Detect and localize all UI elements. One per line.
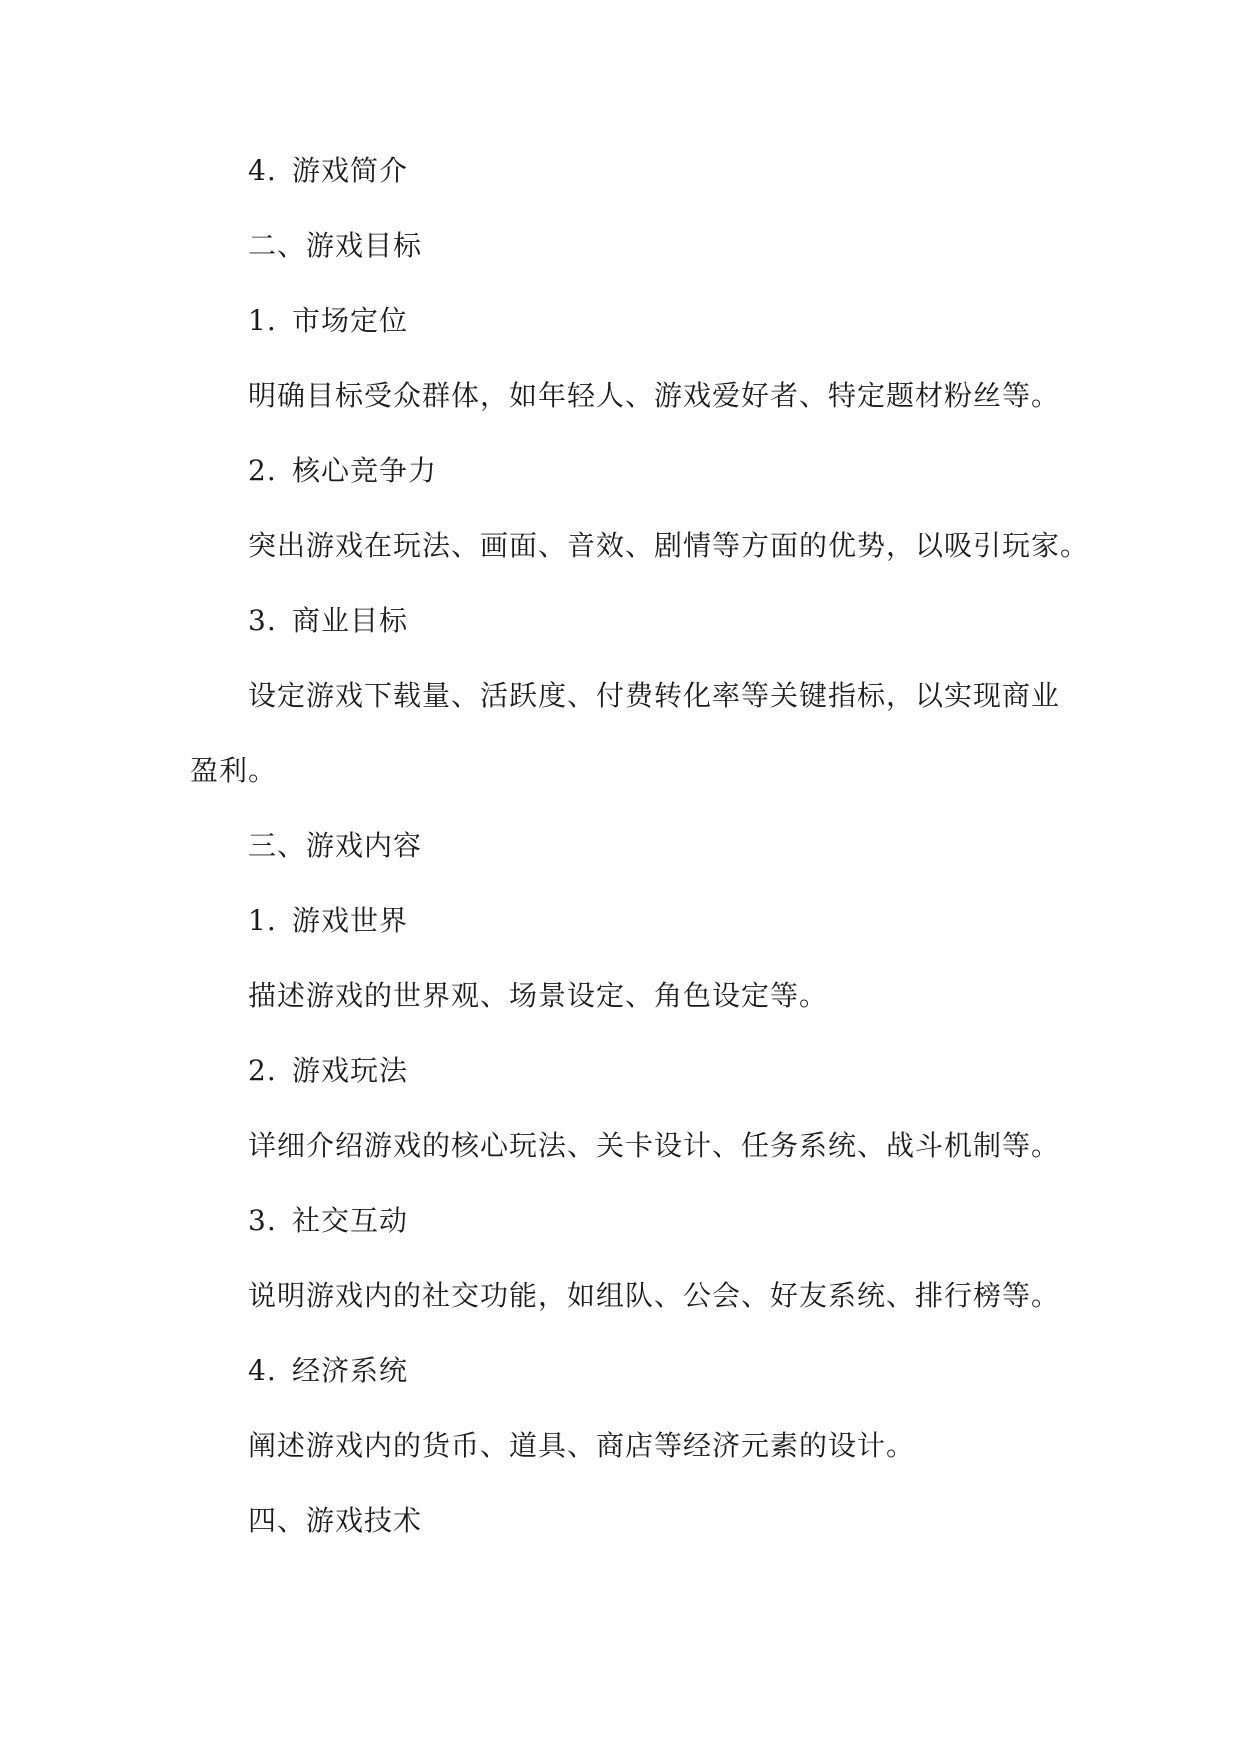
paragraph: 设定游戏下载量、活跃度、付费转化率等关键指标，以实现商业 xyxy=(248,679,1061,712)
list-item-heading xyxy=(248,153,408,189)
list-number: 4. xyxy=(248,154,277,187)
list-item-heading xyxy=(248,1353,408,1389)
paragraph: 突出游戏在玩法、画面、音效、剧情等方面的优势，以吸引玩家。 xyxy=(248,529,1090,562)
list-number: 3. xyxy=(248,604,277,637)
list-number: 4. xyxy=(248,1354,277,1387)
list-number: 2. xyxy=(248,1054,277,1087)
heading-text: 游戏简介 xyxy=(292,154,409,187)
heading-text: 市场定位 xyxy=(292,304,409,337)
list-number: 3. xyxy=(248,1204,277,1237)
list-number: 2. xyxy=(248,454,277,487)
heading-text: 经济系统 xyxy=(292,1354,409,1387)
list-item-heading xyxy=(248,453,437,489)
paragraph: 说明游戏内的社交功能，如组队、公会、好友系统、排行榜等。 xyxy=(248,1279,1061,1312)
list-item-heading xyxy=(248,303,408,339)
paragraph: 明确目标受众群体，如年轻人、游戏爱好者、特定题材粉丝等。 xyxy=(248,379,1061,412)
paragraph: 详细介绍游戏的核心玩法、关卡设计、任务系统、战斗机制等。 xyxy=(248,1129,1061,1162)
list-item-heading xyxy=(248,903,408,939)
heading-text: 商业目标 xyxy=(292,604,409,637)
paragraph: 描述游戏的世界观、场景设定、角色设定等。 xyxy=(248,979,829,1012)
heading-text: 游戏玩法 xyxy=(292,1054,409,1087)
heading-text: 核心竞争力 xyxy=(292,454,438,487)
list-item-heading xyxy=(248,1053,408,1089)
heading-text: 社交互动 xyxy=(292,1204,409,1237)
list-number: 1. xyxy=(248,904,277,937)
paragraph-continuation: 盈利。 xyxy=(190,754,278,787)
list-item-heading xyxy=(248,1203,408,1239)
list-number: 1. xyxy=(248,304,277,337)
paragraph: 阐述游戏内的货币、道具、商店等经济元素的设计。 xyxy=(248,1429,916,1462)
heading-text: 游戏世界 xyxy=(292,904,409,937)
section-heading: 三、游戏内容 xyxy=(248,829,423,862)
list-item-heading xyxy=(248,603,408,639)
section-heading: 二、游戏目标 xyxy=(248,229,423,262)
section-heading: 四、游戏技术 xyxy=(248,1504,423,1537)
